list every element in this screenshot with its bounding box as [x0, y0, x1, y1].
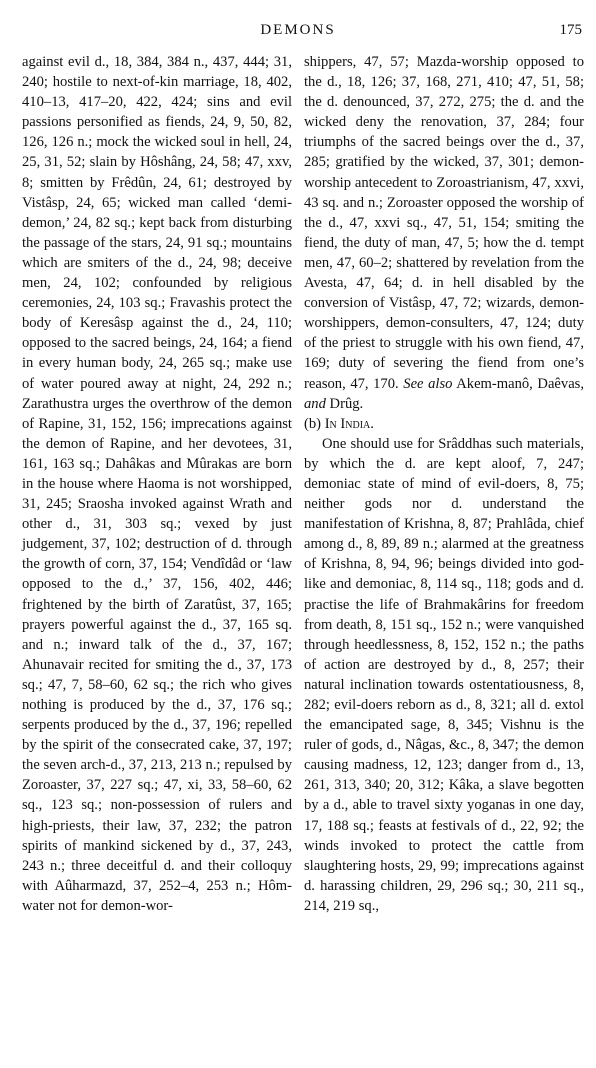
- right-column-entries: shippers, 47, 57; Mazda-worship opposed to the d., 18, 126; 37, 168, 271, 410; 47, 51, 58; the d. denounced, 37, 272, 275; the d. and the wicked deny the renovation, 37, 284; four triumphs of the sacred beings over the d., 37, 285; gratified by the wicked, 37, 301; demon-worship antecedent to Zoroastrianism, 47, xxvi, 43 sq. and n.; Zoroaster opposed the worship of the d., 47, xxvi sq., 47, 51, 154; smiting the fiend, the duty of man, 47, 5; how the d. tempt men, 47, 60–2; shattered by revelation from the Avesta, 47, 64; d. in hell disabled by the conversion of Vistâsp, 47, 72; wizards, demon-worshippers, demon-consulters, 47, 124; duty of the priest to struggle with his own fiend, 47, 169; duty of severing the fiend from one’s reason, 47, 170.: [304, 54, 584, 392]
- left-column: [22, 52, 292, 916]
- right-column-text-top: [304, 52, 584, 414]
- page-number: 175: [559, 22, 582, 38]
- running-title: DEMONS: [260, 22, 336, 38]
- see-also-text: Akem-manô, Daêvas,: [452, 375, 585, 392]
- see-also-and: and: [304, 395, 326, 412]
- section-label: In India.: [324, 415, 374, 432]
- section-heading-india: [304, 414, 584, 434]
- right-column: [304, 52, 584, 916]
- section-marker: (b): [304, 415, 322, 432]
- see-also-end: Drûg.: [325, 395, 364, 412]
- running-header: [0, 22, 596, 44]
- india-entries: One should use for Srâddhas such materials, by which the d. are kept aloof, 7, 247; demoniac state of mind of evil-doers, 8, 75; neither gods nor d. understand the manifestation of Krishna, 8, 87; Prahlâda, chief among d., 8, 89, 89 n.; alarmed at the greatness of Krishna, 8, 94, 96; beings divided into god-like and demoniac, 8, 114 sq., 118; gods and d. practise the life of Brahmakârins for freedom from death, 8, 151 sq., 152 n.; were vanquished through heedlessness, 8, 152, 152 n.; the paths of action are destroyed by d., 8, 257; their natural inclination towards ostentatiousness, 8, 282; evil-doers reborn as d., 8, 321; all d. extol the emancipated sage, 8, 345; Vishnu is the ruler of gods, d., Nâgas, &c., 8, 347; the demon causing madness, 12, 123; danger from d., 13, 261, 313, 340; 20, 312; Kâka, a slave begotten by a d., able to travel sixty yoganas in one day, 17, 188 sq.; feasts at festivals of d., 22, 92; the winds invoked to protect the cattle from slaughtering hosts, 29, 99; imprecations against d. harassing children, 29, 296 sq.; 30, 211 sq., 214, 219 sq.,: [304, 435, 584, 914]
- see-also-label: See also: [403, 375, 453, 392]
- left-column-text: against evil d., 18, 384, 384 n., 437, 444; 31, 240; hostile to next-of-kin marriage, 18, 402, 410–13, 417–20, 422, 424; sins and evil passions personified as fiends, 24, 9, 50, 82, 126, 126 n.; mock the wicked soul in hell, 24, 25, 31, 52; slain by Hôshâng, 24, 58; 47, xxv, 8; smitten by Frêdûn, 24, 61; destroyed by Vistâsp, 24, 65; wicked man called ‘demi-demon,’ 24, 82 sq.; kept back from disturbing the passage of the stars, 24, 91 sq.; mountains which are smiters of the d., 24, 98; deceive men, 24, 102; confounded by religious ceremonies, 24, 103 sq.; Fravashis protect the body of Keresâsp against the d., 24, 110; opposed to the sacred beings, 24, 164; a fiend in every human body, 24, 265 sq.; make use of water poured away at night, 24, 292 n.; Zarathustra urges the overthrow of the demon of Rapine, 31, 152, 156; imprecations against the demon of Rapine, and her devotees, 31, 161, 163 sq.; Dahâkas and Mûrakas are born in the house where Haoma is not worshipped, 31, 245; Sraosha invoked against Wrath and other d., 31, 303 sq.; vexed by just judgement, 37, 102; destruction of d. through the growth of corn, 37, 154; Vendîdâd or ‘law opposed to the d.,’ 37, 156, 402, 446; frightened by the birth of Zaratûst, 37, 165; prayers powerful against the d., 37, 165 sq. and n.; inward talk of the d., 37, 167; Ahunavair recited for smiting the d., 37, 173 sq.; 47, 7, 58–60, 62 sq.; the rich who gives nothing is produced by the d., 37, 176 sq.; serpents produced by the d., 37, 196; repelled by the spirit of the consecrated cake, 37, 197; the seven arch-d., 37, 213, 213 n.; repulsed by Zoroaster, 37, 227 sq.; 47, xi, 33, 58–60, 62 sq., 123 sq.; non-possession of rulers and high-priests, their law, 37, 232; the patron spirits of mankind sickened by d., 37, 243, 243 n.; three deceitful d. and their colloquy with Aûharmazd, 37, 252–4, 253 n.; Hôm-water not for demon-wor-: [22, 54, 292, 914]
